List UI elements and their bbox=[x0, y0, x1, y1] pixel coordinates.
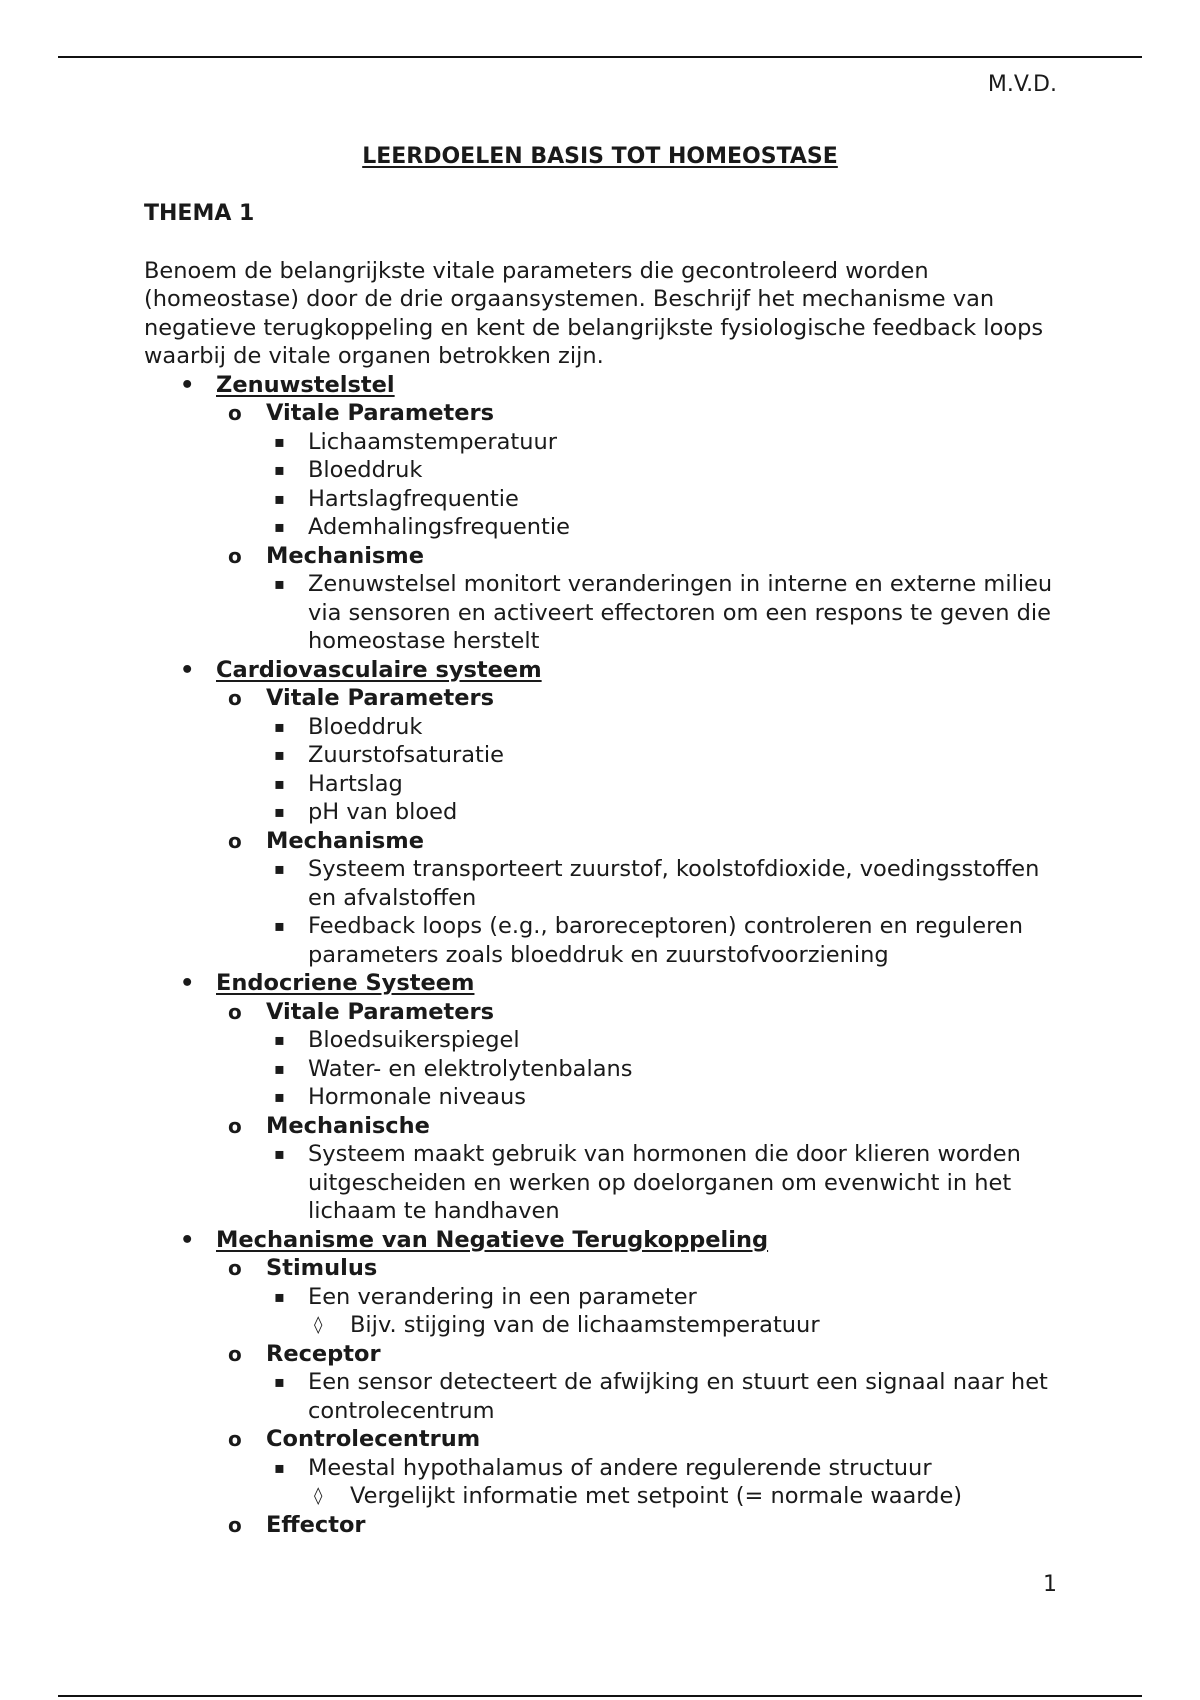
list-item bbox=[266, 513, 1064, 542]
bullet-icon: • bbox=[180, 970, 195, 996]
circle-bullet-icon: o bbox=[228, 543, 242, 568]
circle-bullet-icon: o bbox=[228, 828, 242, 853]
document-body bbox=[144, 200, 1064, 1539]
square-bullet-icon: ▪ bbox=[274, 1058, 285, 1078]
subitem-list bbox=[308, 1482, 1064, 1511]
group-item bbox=[216, 399, 1064, 542]
list-item bbox=[266, 485, 1064, 514]
item-text: Meestal hypothalamus of andere regulerende structuur bbox=[308, 1454, 932, 1481]
footer-rule bbox=[58, 1695, 1142, 1697]
list-item bbox=[266, 912, 1064, 969]
bullet-icon: • bbox=[180, 656, 195, 683]
sections-list bbox=[144, 371, 1064, 1540]
item-text: Systeem transporteert zuurstof, koolstofdioxide, voedingsstoffen en afvalstoffen bbox=[308, 856, 1040, 911]
group-label: Controlecentrum bbox=[266, 1426, 481, 1452]
group-item bbox=[216, 1340, 1064, 1426]
square-bullet-icon: ▪ bbox=[274, 1030, 285, 1049]
group-item bbox=[216, 1112, 1064, 1226]
section-item bbox=[144, 1226, 1064, 1540]
square-bullet-icon: ▪ bbox=[274, 916, 285, 935]
subitem-text: Vergelijkt informatie met setpoint (= normale waarde) bbox=[350, 1483, 963, 1509]
group-item bbox=[216, 542, 1064, 656]
group-label: Mechanisme bbox=[266, 827, 425, 854]
item-text: pH van bloed bbox=[308, 799, 458, 825]
item-list bbox=[266, 428, 1064, 542]
group-label: Mechanisme bbox=[266, 542, 425, 569]
item-text: Hormonale niveaus bbox=[308, 1084, 526, 1110]
list-item bbox=[266, 1368, 1064, 1425]
square-bullet-icon: ▪ bbox=[274, 460, 285, 479]
item-text: Bloeddruk bbox=[308, 457, 423, 483]
list-item bbox=[266, 1283, 1064, 1340]
item-text: Hartslagfrequentie bbox=[308, 485, 519, 512]
subitem-list bbox=[308, 1311, 1064, 1340]
circle-bullet-icon: o bbox=[228, 999, 242, 1024]
group-item bbox=[216, 1254, 1064, 1340]
circle-bullet-icon: o bbox=[228, 686, 242, 710]
group-label: Vitale Parameters bbox=[266, 400, 495, 426]
list-item bbox=[266, 770, 1064, 799]
circle-bullet-icon: o bbox=[228, 1512, 242, 1537]
document-title: LEERDOELEN BASIS TOT HOMEOSTASE bbox=[362, 144, 838, 169]
item-list bbox=[266, 855, 1064, 969]
list-item bbox=[266, 1140, 1064, 1226]
diamond-bullet-icon: ◊ bbox=[314, 1486, 323, 1506]
square-bullet-icon: ▪ bbox=[274, 802, 285, 821]
header-rule bbox=[58, 56, 1142, 58]
list-item bbox=[266, 855, 1064, 912]
section-title: Cardiovasculaire systeem bbox=[216, 656, 542, 683]
item-list bbox=[266, 1454, 1064, 1511]
item-text: Feedback loops (e.g., baroreceptoren) controleren en reguleren parameters zoals bloeddruk en zuurstofvoorziening bbox=[308, 913, 1024, 968]
diamond-bullet-icon: ◊ bbox=[314, 1315, 323, 1335]
square-bullet-icon: ▪ bbox=[274, 488, 285, 508]
square-bullet-icon: ▪ bbox=[274, 431, 285, 451]
list-item bbox=[266, 741, 1064, 770]
section-title: Mechanisme van Negatieve Terugkoppeling bbox=[216, 1226, 769, 1253]
bullet-icon: • bbox=[180, 371, 195, 398]
theme-heading: THEMA 1 bbox=[144, 201, 255, 226]
list-item bbox=[266, 428, 1064, 457]
item-text: Zuurstofsaturatie bbox=[308, 742, 504, 768]
item-text: Zenuwstelsel monitort veranderingen in interne en externe milieu via sensoren en activeert effectoren om een respons te geven die homeostase herstelt bbox=[308, 571, 1053, 654]
intro-paragraph: Benoem de belangrijkste vitale parameters die gecontroleerd worden (homeostase) door de drie orgaansystemen. Beschrijf het mechanisme van negatieve terugkoppeling en kent de belangrijkste fysiologische feedback loops waarbij de vitale organen betrokken zijn. bbox=[144, 257, 1044, 369]
item-text: Bloedsuikerspiegel bbox=[308, 1027, 520, 1053]
group-list bbox=[216, 684, 1064, 969]
group-label: Stimulus bbox=[266, 1255, 378, 1281]
list-item bbox=[266, 713, 1064, 742]
item-text: Een sensor detecteert de afwijking en stuurt een signaal naar het controlecentrum bbox=[308, 1369, 1048, 1424]
sub-list-item bbox=[308, 1311, 1064, 1340]
circle-bullet-icon: o bbox=[228, 1256, 242, 1280]
item-text: Ademhalingsfrequentie bbox=[308, 514, 570, 540]
group-item bbox=[216, 684, 1064, 827]
item-list bbox=[266, 713, 1064, 827]
square-bullet-icon: ▪ bbox=[274, 745, 285, 764]
group-label: Receptor bbox=[266, 1340, 381, 1367]
group-label: Mechanische bbox=[266, 1112, 430, 1139]
group-label: Vitale Parameters bbox=[266, 685, 495, 711]
sub-list-item bbox=[308, 1482, 1064, 1511]
group-item bbox=[216, 1425, 1064, 1511]
item-text: Hartslag bbox=[308, 770, 403, 797]
section-title: Endocriene Systeem bbox=[216, 970, 475, 996]
square-bullet-icon: ▪ bbox=[274, 1457, 285, 1477]
square-bullet-icon: ▪ bbox=[274, 574, 285, 593]
section-item bbox=[144, 656, 1064, 970]
group-list bbox=[216, 399, 1064, 656]
list-item bbox=[266, 456, 1064, 485]
square-bullet-icon: ▪ bbox=[274, 1144, 285, 1163]
bullet-icon: • bbox=[180, 1226, 195, 1253]
square-bullet-icon: ▪ bbox=[274, 1372, 285, 1391]
item-list bbox=[266, 1368, 1064, 1425]
group-item bbox=[216, 998, 1064, 1112]
square-bullet-icon: ▪ bbox=[274, 859, 285, 878]
square-bullet-icon: ▪ bbox=[274, 1087, 285, 1106]
list-item bbox=[266, 798, 1064, 827]
square-bullet-icon: ▪ bbox=[274, 1286, 285, 1306]
group-label: Vitale Parameters bbox=[266, 998, 495, 1025]
square-bullet-icon: ▪ bbox=[274, 716, 285, 736]
item-list bbox=[266, 1283, 1064, 1340]
item-text: Bloeddruk bbox=[308, 713, 423, 740]
item-list bbox=[266, 1140, 1064, 1226]
list-item bbox=[266, 570, 1064, 656]
group-item bbox=[216, 1511, 1064, 1540]
circle-bullet-icon: o bbox=[228, 401, 242, 425]
subitem-text: Bijv. stijging van de lichaamstemperatuur bbox=[350, 1312, 820, 1338]
page-number: 1 bbox=[1043, 1572, 1057, 1597]
list-item bbox=[266, 1454, 1064, 1511]
square-bullet-icon: ▪ bbox=[274, 517, 285, 536]
group-label: Effector bbox=[266, 1511, 366, 1538]
group-item bbox=[216, 827, 1064, 970]
section-item bbox=[144, 969, 1064, 1226]
group-list bbox=[216, 998, 1064, 1226]
list-item bbox=[266, 1055, 1064, 1084]
item-text: Water- en elektrolytenbalans bbox=[308, 1055, 633, 1082]
author-initials: M.V.D. bbox=[987, 72, 1057, 97]
group-list bbox=[216, 1254, 1064, 1539]
section-title: Zenuwstelstel bbox=[216, 371, 395, 398]
item-text: Een verandering in een parameter bbox=[308, 1283, 697, 1310]
circle-bullet-icon: o bbox=[228, 1113, 242, 1138]
list-item bbox=[266, 1026, 1064, 1055]
circle-bullet-icon: o bbox=[228, 1341, 242, 1366]
square-bullet-icon: ▪ bbox=[274, 773, 285, 793]
circle-bullet-icon: o bbox=[228, 1427, 242, 1451]
item-list bbox=[266, 1026, 1064, 1112]
item-text: Lichaamstemperatuur bbox=[308, 428, 557, 455]
item-list bbox=[266, 570, 1064, 656]
section-item bbox=[144, 371, 1064, 656]
item-text: Systeem maakt gebruik van hormonen die door klieren worden uitgescheiden en werken op doelorganen om evenwicht in het lichaam te handhaven bbox=[308, 1141, 1021, 1224]
list-item bbox=[266, 1083, 1064, 1112]
